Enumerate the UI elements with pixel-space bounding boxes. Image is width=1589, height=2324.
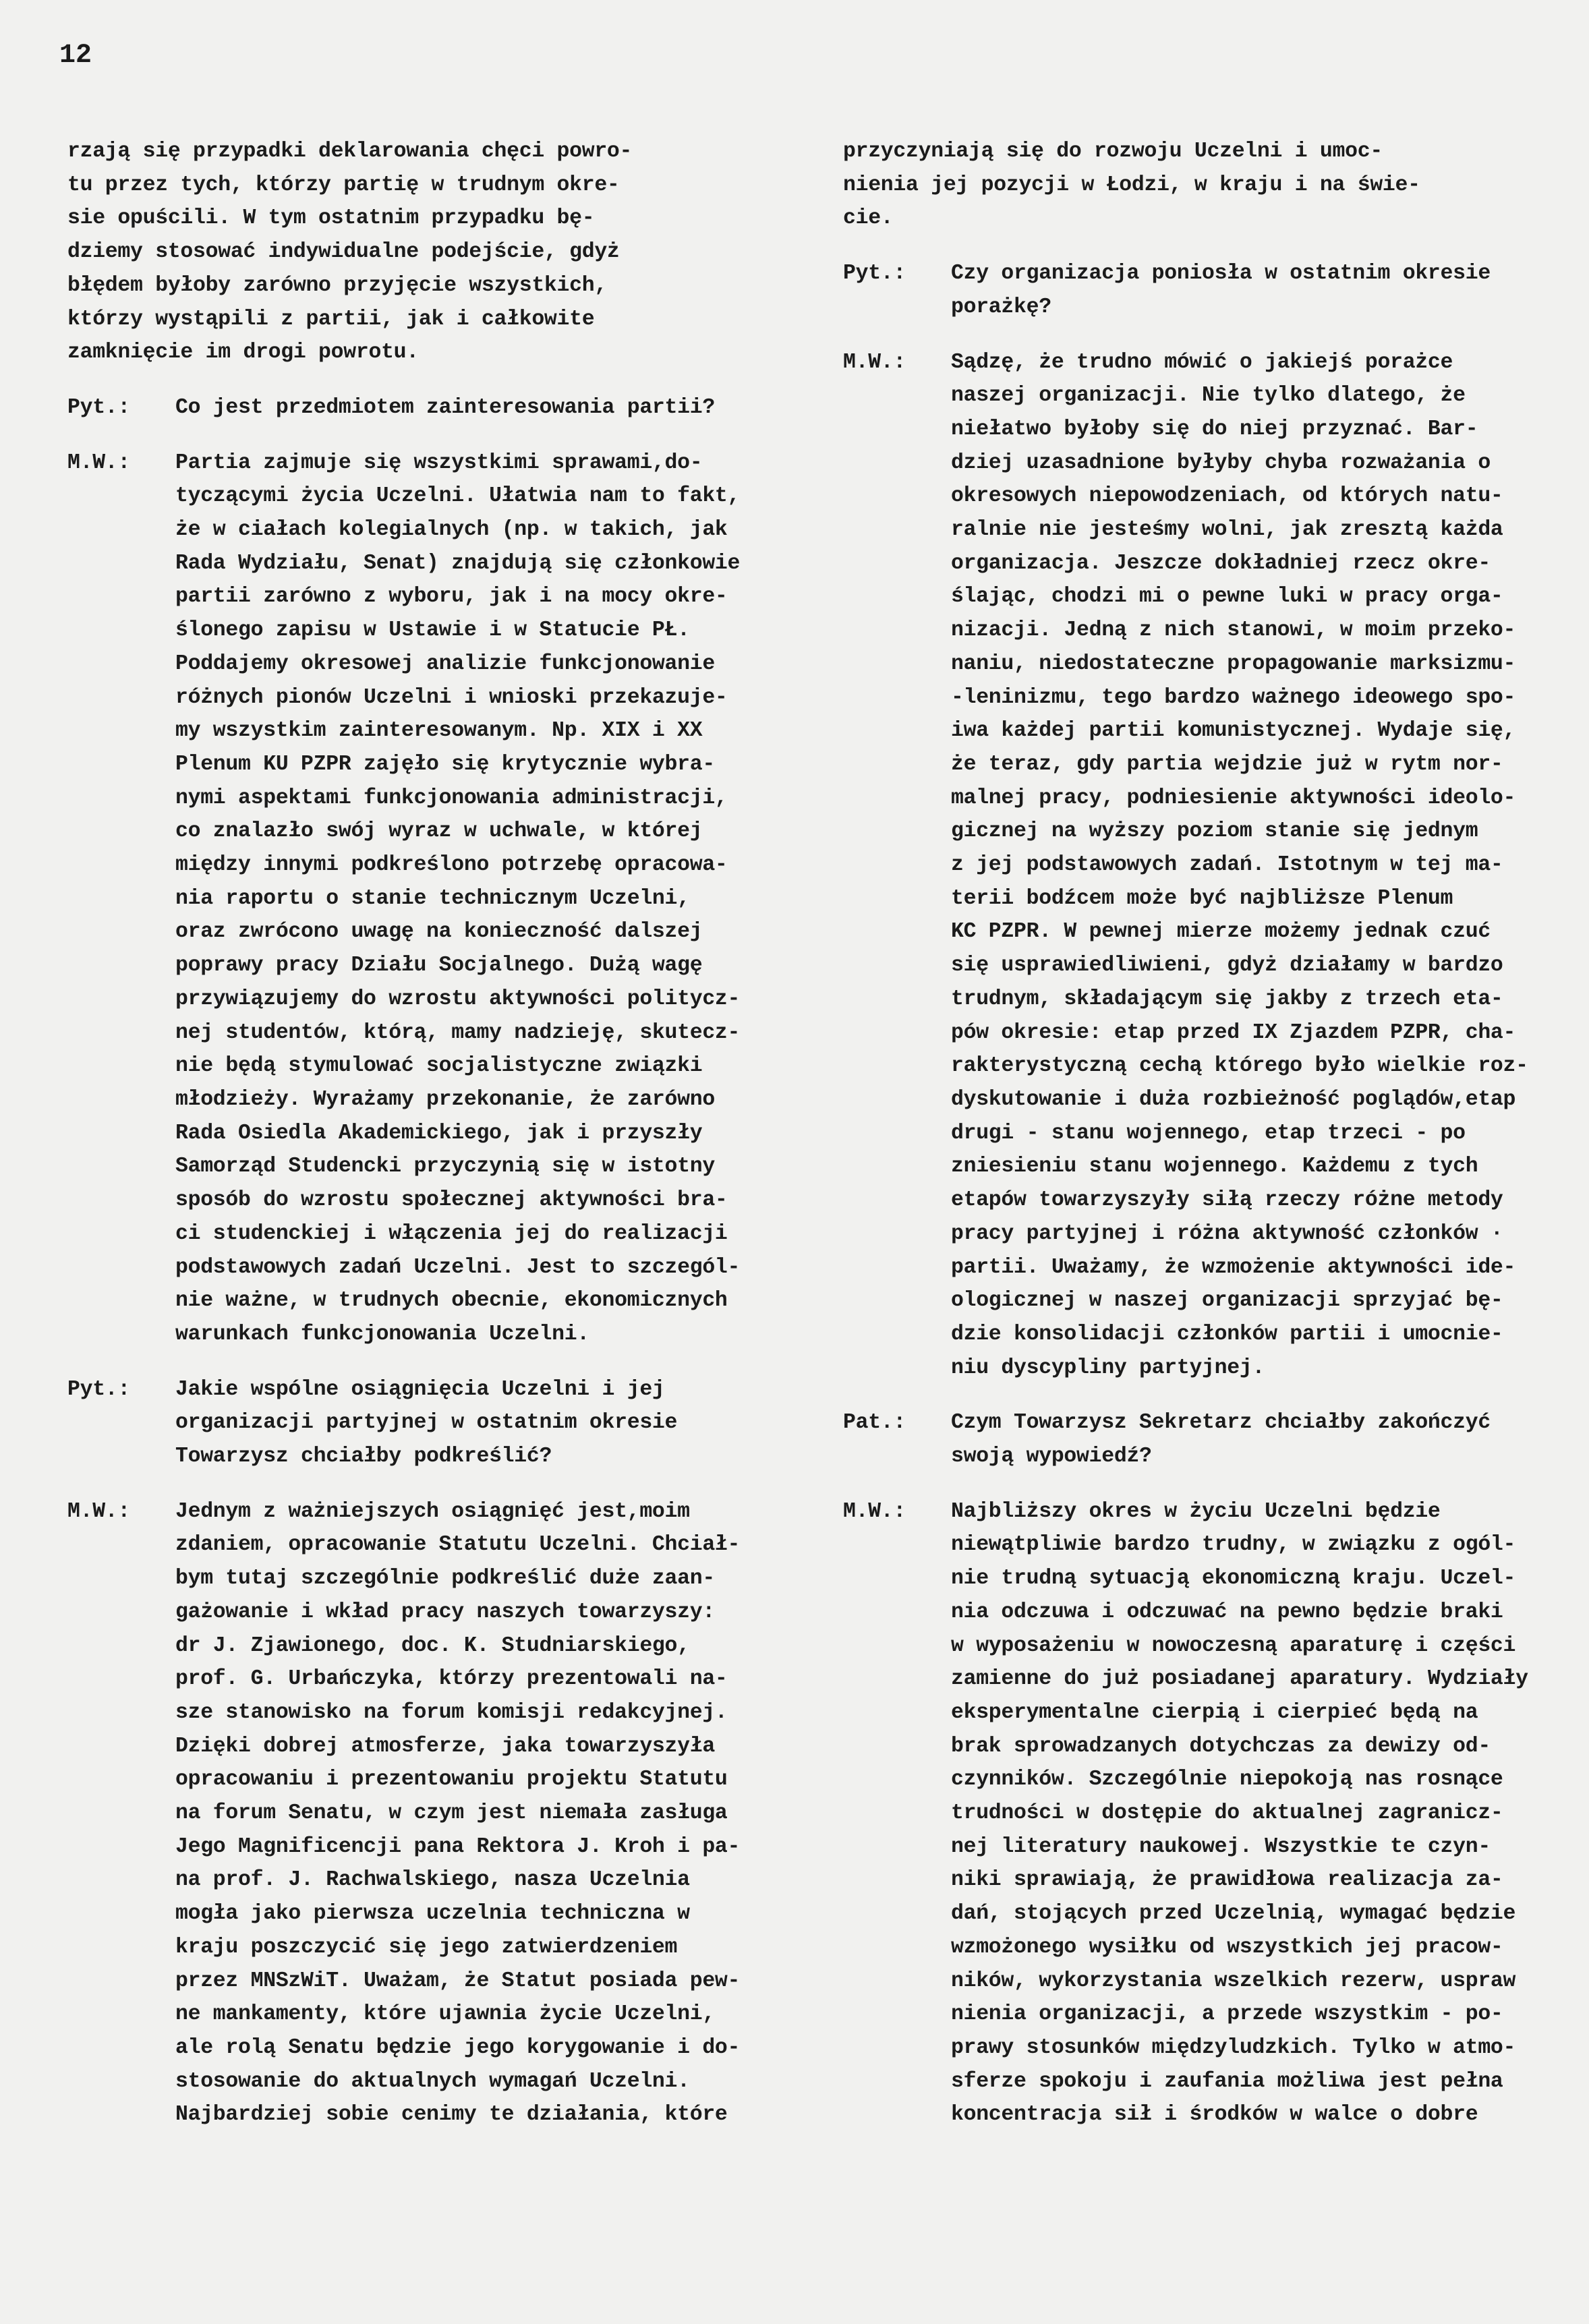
text-line: ralnie nie jesteśmy wolni, jak zresztą każda [951, 518, 1503, 542]
text-line: dzie konsolidacji członków partii i umocnie- [951, 1322, 1503, 1346]
text-line: organizacja. Jeszcze dokładniej rzecz okre- [951, 551, 1491, 575]
text-line: niu dyscypliny partyjnej. [951, 1356, 1265, 1380]
entry-text [175, 446, 762, 1352]
text-line: dr J. Zjawionego, doc. K. Studniarskiego, [175, 1633, 690, 1658]
interview-entry [843, 257, 1538, 324]
speaker-label: M.W.: [843, 350, 906, 374]
text-line: nej literatury naukowej. Wszystkie te czyn- [951, 1834, 1491, 1859]
text-line: eksperymentalne cierpią i cierpieć będą na [951, 1700, 1478, 1724]
text-line: nienia organizacji, a przede wszystkim - po- [951, 2002, 1503, 2027]
text-line: Jakie wspólne osiągnięcia Uczelni i jej [175, 1377, 665, 1401]
text-line: co znalazło swój wyraz w uchwale, w której [175, 819, 703, 844]
text-line: nizacji. Jedną z nich stanowi, w moim przeko- [951, 618, 1516, 643]
text-line: naniu, niedostateczne propagowanie marksizmu- [951, 651, 1516, 676]
text-line: dziemy stosować indywidualne podejście, gdyż [67, 240, 620, 264]
text-line: partii zarówno z wyboru, jak i na mocy okre- [175, 585, 728, 609]
interview-entry [843, 1406, 1538, 1473]
text-line: my wszystkim zainteresowanym. Np. XIX i XX [175, 719, 703, 743]
text-line: etapów towarzyszyły siłą rzeczy różne metody [951, 1188, 1503, 1213]
speaker-label: M.W.: [67, 1499, 131, 1523]
text-line: mogła jako pierwsza uczelnia techniczna w [175, 1902, 690, 1926]
entry-text [951, 346, 1538, 1385]
text-line: -leninizmu, tego bardzo ważnego ideowego spo- [951, 685, 1516, 709]
text-line: się usprawiedliwieni, gdyż działamy w bardzo [951, 954, 1503, 978]
speaker-label: Pat.: [843, 1411, 906, 1435]
text-line: sposób do wzrostu społecznej aktywności bra- [175, 1188, 728, 1213]
text-line: między innymi podkreślono potrzebę opracowa- [175, 853, 728, 877]
text-line: Co jest przedmiotem zainteresowania partii? [175, 395, 715, 419]
text-line: Najbliższy okres w życiu Uczelni będzie [951, 1499, 1441, 1523]
text-line: nie trudną sytuacją ekonomiczną kraju. Uczel- [951, 1567, 1516, 1591]
text-line: Towarzysz chciałby podkreślić? [175, 1445, 552, 1469]
text-line: nie będą stymulować socjalistyczne związki [175, 1054, 703, 1078]
text-line: Jednym z ważniejszych osiągnięć jest,moim [175, 1499, 690, 1523]
text-line: na forum Senatu, w czym jest niemała zasługa [175, 1801, 728, 1826]
text-line: zamienne do już posiadanej aparatury. Wydziały [951, 1667, 1528, 1691]
text-line: dziej uzasadnione byłyby chyba rozważania o [951, 451, 1491, 475]
text-line: Rada Wydziału, Senat) znajdują się członkowie [175, 551, 741, 575]
text-line: zdaniem, opracowanie Statutu Uczelni. Chciał- [175, 1533, 741, 1557]
text-line: niełatwo byłoby się do niej przyznać. Bar- [951, 417, 1478, 441]
interview-entry [67, 1373, 762, 1474]
text-line: przywiązujemy do wzrostu aktywności politycz- [175, 987, 741, 1011]
text-line: czynników. Szczególnie niepokoją nas rosnące [951, 1768, 1503, 1792]
text-line: tyczącymi życia Uczelni. Ułatwia nam to fakt, [175, 484, 741, 509]
text-line: organizacji partyjnej w ostatnim okresie [175, 1411, 678, 1435]
text-line: ne mankamenty, które ujawnia życie Uczelni, [175, 2002, 715, 2027]
text-line: Poddajemy okresowej analizie funkcjonowanie [175, 651, 715, 676]
left-text-column [67, 135, 762, 2132]
text-line: w wyposażeniu w nowoczesną aparaturę i części [951, 1633, 1516, 1658]
text-line: swoją wypowiedź? [951, 1445, 1152, 1469]
text-line: stosowanie do aktualnych wymagań Uczelni. [175, 2069, 690, 2093]
entry-text [951, 257, 1538, 324]
speaker-label: Pyt.: [843, 262, 906, 286]
text-line: dyskutowanie i duża rozbieżność poglądów,etap [951, 1087, 1516, 1111]
text-line: ślając, chodzi mi o pewne luki w pracy orga- [951, 585, 1503, 609]
text-line: prof. G. Urbańczyka, którzy prezentowali na- [175, 1667, 728, 1691]
text-line: rzają się przypadki deklarowania chęci powro- [67, 140, 633, 163]
text-line: naszej organizacji. Nie tylko dlatego, że [951, 384, 1466, 408]
text-line: oraz zwrócono uwagę na konieczność dalszej [175, 920, 703, 944]
text-line: okresowych niepowodzeniach, od których natu- [951, 484, 1503, 509]
text-line: nie ważne, w trudnych obecnie, ekonomicznych [175, 1289, 728, 1313]
text-line: zamknięcie im drogi powrotu. [67, 341, 419, 365]
text-line: Dzięki dobrej atmosferze, jaka towarzyszyła [175, 1734, 715, 1758]
speaker-label: Pyt.: [67, 1377, 131, 1401]
text-line: ologicznej w naszej organizacji sprzyjać bę- [951, 1289, 1503, 1313]
speaker-label: Pyt.: [67, 395, 131, 419]
text-line: Czym Towarzysz Sekretarz chciałby zakończyć [951, 1411, 1491, 1435]
text-line: błędem byłoby zarówno przyjęcie wszystkich, [67, 273, 607, 297]
text-line: ników, wykorzystania wszelkich rezerw, uspraw [951, 1969, 1516, 1993]
interview-entry [843, 346, 1538, 1385]
text-line: zniesieniu stanu wojennego. Każdemu z tych [951, 1155, 1478, 1179]
text-line: Jego Magnificencji pana Rektora J. Kroh i pa- [175, 1834, 741, 1859]
text-line: dań, stojących przed Uczelnią, wymagać będzie [951, 1902, 1516, 1926]
text-line: przyczyniają się do rozwoju Uczelni i umoc- [843, 140, 1383, 163]
speaker-label: M.W.: [843, 1499, 906, 1523]
text-line: niki sprawiają, że prawidłowa realizacja za- [951, 1868, 1503, 1892]
entry-text [175, 391, 762, 425]
text-line: którzy wystąpili z partii, jak i całkowite [67, 307, 595, 331]
entry-text [175, 1495, 762, 2132]
text-line: Partia zajmuje się wszystkimi sprawami,do- [175, 451, 703, 475]
text-line: koncentracja sił i środków w walce o dobre [951, 2103, 1478, 2127]
text-line: ci studenckiej i włączenia jej do realizacji [175, 1221, 728, 1246]
entry-text [951, 1406, 1538, 1473]
text-line: że w ciałach kolegialnych (np. w takich, jak [175, 518, 728, 542]
text-line: porażkę? [951, 295, 1051, 319]
text-line: podstawowych zadań Uczelni. Jest to szczegól- [175, 1255, 741, 1279]
text-line: różnych pionów Uczelni i wnioski przekazuje- [175, 685, 728, 709]
entry-text [175, 1373, 762, 1474]
text-line: sie opuścili. W tym ostatnim przypadku bę- [67, 206, 595, 231]
text-line: wzmożonego wysiłku od wszystkich jej pracow- [951, 1935, 1503, 1959]
text-line: nienia jej pozycji w Łodzi, w kraju i na świe- [843, 173, 1420, 197]
entry-text [951, 1495, 1538, 2132]
text-line: Sądzę, że trudno mówić o jakiejś porażce [951, 350, 1453, 374]
text-line: ślonego zapisu w Ustawie i w Statucie PŁ. [175, 618, 690, 643]
text-line: niewątpliwie bardzo trudny, w związku z ogól- [951, 1533, 1516, 1557]
interview-entry [67, 391, 762, 425]
interview-entry [67, 1495, 762, 2132]
text-line: z jej podstawowych zadań. Istotnym w tej ma- [951, 853, 1503, 877]
text-line: trudnym, składającym się jakby z trzech eta- [951, 987, 1503, 1011]
text-line: sferze spokoju i zaufania możliwa jest pełna [951, 2069, 1503, 2093]
text-line: poprawy pracy Działu Socjalnego. Dużą wagę [175, 954, 703, 978]
text-line: Najbardziej sobie cenimy te działania, które [175, 2103, 728, 2127]
text-line: partii. Uważamy, że wzmożenie aktywności ide- [951, 1255, 1516, 1279]
text-line: Samorząd Studencki przyczynią się w istotny [175, 1155, 715, 1179]
text-line: nej studentów, którą, mamy nadzieję, skutecz- [175, 1020, 741, 1045]
text-line: przez MNSzWiT. Uważam, że Statut posiada pew- [175, 1969, 741, 1993]
text-line: rakterystyczną cechą którego było wielkie roz- [951, 1054, 1528, 1078]
right-text-column [843, 135, 1538, 2132]
text-line: nia odczuwa i odczuwać na pewno będzie braki [951, 1600, 1503, 1624]
interview-entry [67, 446, 762, 1352]
text-line: gażowanie i wkład pracy naszych towarzyszy: [175, 1600, 715, 1624]
text-line: sze stanowisko na forum komisji redakcyjnej. [175, 1700, 728, 1724]
text-line: KC PZPR. W pewnej mierze możemy jednak czuć [951, 920, 1491, 944]
continuation-paragraph [67, 135, 762, 370]
text-line: trudności w dostępie do aktualnej zagranicz- [951, 1801, 1503, 1826]
speaker-label: M.W.: [67, 451, 131, 475]
text-line: tu przez tych, którzy partię w trudnym okre- [67, 173, 620, 197]
text-line: Czy organizacja poniosła w ostatnim okresie [951, 262, 1491, 286]
text-line: terii bodźcem może być najbliższe Plenum [951, 886, 1453, 910]
text-line: pracy partyjnej i różna aktywność członków · [951, 1221, 1503, 1246]
text-line: na prof. J. Rachwalskiego, nasza Uczelnia [175, 1868, 690, 1892]
page-number: 12 [59, 40, 92, 71]
continuation-paragraph [843, 135, 1538, 235]
text-line: iwa każdej partii komunistycznej. Wydaje się, [951, 719, 1516, 743]
text-line: warunkach funkcjonowania Uczelni. [175, 1322, 589, 1346]
text-line: drugi - stanu wojennego, etap trzeci - po [951, 1121, 1466, 1145]
text-line: gicznej na wyższy poziom stanie się jednym [951, 819, 1478, 844]
text-line: nia raportu o stanie technicznym Uczelni, [175, 886, 690, 910]
text-line: pów okresie: etap przed IX Zjazdem PZPR, cha- [951, 1020, 1516, 1045]
text-line: kraju poszczycić się jego zatwierdzeniem [175, 1935, 678, 1959]
interview-entry [843, 1495, 1538, 2132]
text-line: że teraz, gdy partia wejdzie już w rytm nor- [951, 752, 1503, 776]
text-line: opracowaniu i prezentowaniu projektu Statutu [175, 1768, 728, 1792]
text-line: Rada Osiedla Akademickiego, jak i przyszły [175, 1121, 703, 1145]
text-line: cie. [843, 206, 894, 231]
text-line: nymi aspektami funkcjonowania administracji, [175, 786, 728, 810]
text-line: prawy stosunków międzyludzkich. Tylko w atmo- [951, 2035, 1516, 2060]
text-line: bym tutaj szczególnie podkreślić duże zaan- [175, 1567, 715, 1591]
text-line: brak sprowadzanych dotychczas za dewizy od- [951, 1734, 1491, 1758]
text-line: ale rolą Senatu będzie jego korygowanie i do- [175, 2035, 741, 2060]
text-line: malnej pracy, podniesienie aktywności ideolo- [951, 786, 1516, 810]
text-line: młodzieży. Wyrażamy przekonanie, że zarówno [175, 1087, 715, 1111]
text-line: Plenum KU PZPR zajęło się krytycznie wybra- [175, 752, 715, 776]
